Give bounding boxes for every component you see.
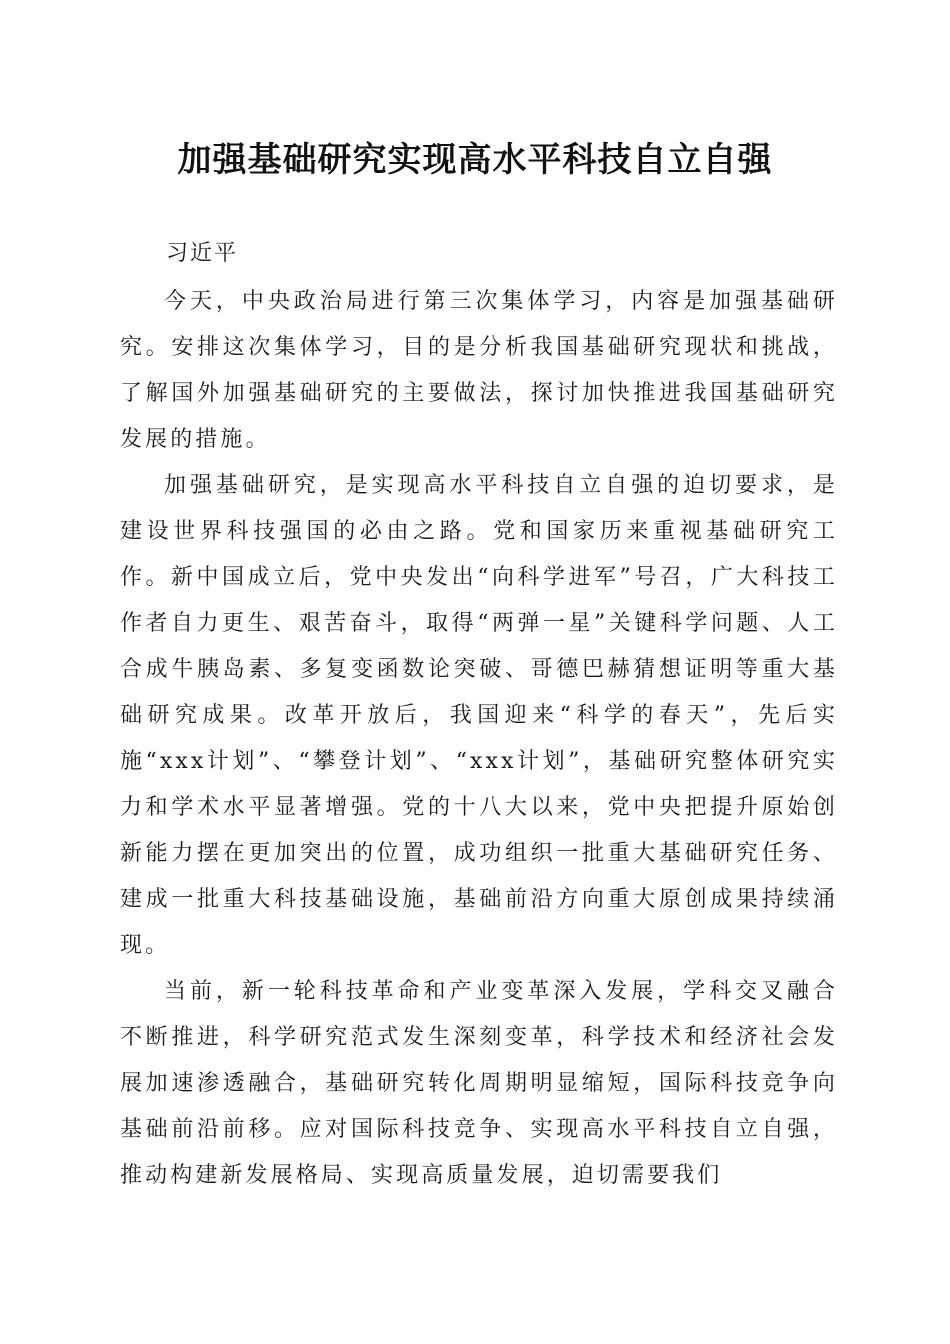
- document-title: 加强基础研究实现高水平科技自立自强: [177, 140, 773, 180]
- paragraph: 加强基础研究，是实现高水平科技自立自强的迫切要求，是建设世界科技强国的必由之路。党和国家历来重视基础研究工作。新中国成立后，党中央发出“向科学进军”号召，广大科技工作者自力更生、艰苦奋斗，取得“两弹一星”关键科学问题、人工合成牛胰岛素、多复变函数论突破、哥德巴赫猜想证明等重大基础研究成果。改革开放后，我国迎来“科学的春天”，先后实施“xxx计划”、“攀登计划”、“xxx计划”，基础研究整体研究实力和学术水平显著增强。党的十八大以来，党中央把提升原始创新能力摆在更加突出的位置，成功组织一批重大基础研究任务、建成一批重大科技基础设施，基础前沿方向重大原创成果持续涌现。: [120, 473, 838, 958]
- author-name: 习近平: [166, 241, 239, 266]
- paragraph: 当前，新一轮科技革命和产业变革深入发展，学科交叉融合不断推进，科学研究范式发生深刻变革，科学技术和经济社会发展加速渗透融合，基础研究转化周期明显缩短，国际科技竞争向基础前沿前移。应对国际科技竞争、实现高水平科技自立自强，推动构建新发展格局、实现高质量发展，迫切需要我们: [120, 979, 838, 1188]
- document-body: [120, 279, 838, 1199]
- paragraph: 今天，中央政治局进行第三次集体学习，内容是加强基础研究。安排这次集体学习，目的是分析我国基础研究现状和挑战，了解国外加强基础研究的主要做法，探讨加快推进我国基础研究发展的措施。: [120, 289, 838, 452]
